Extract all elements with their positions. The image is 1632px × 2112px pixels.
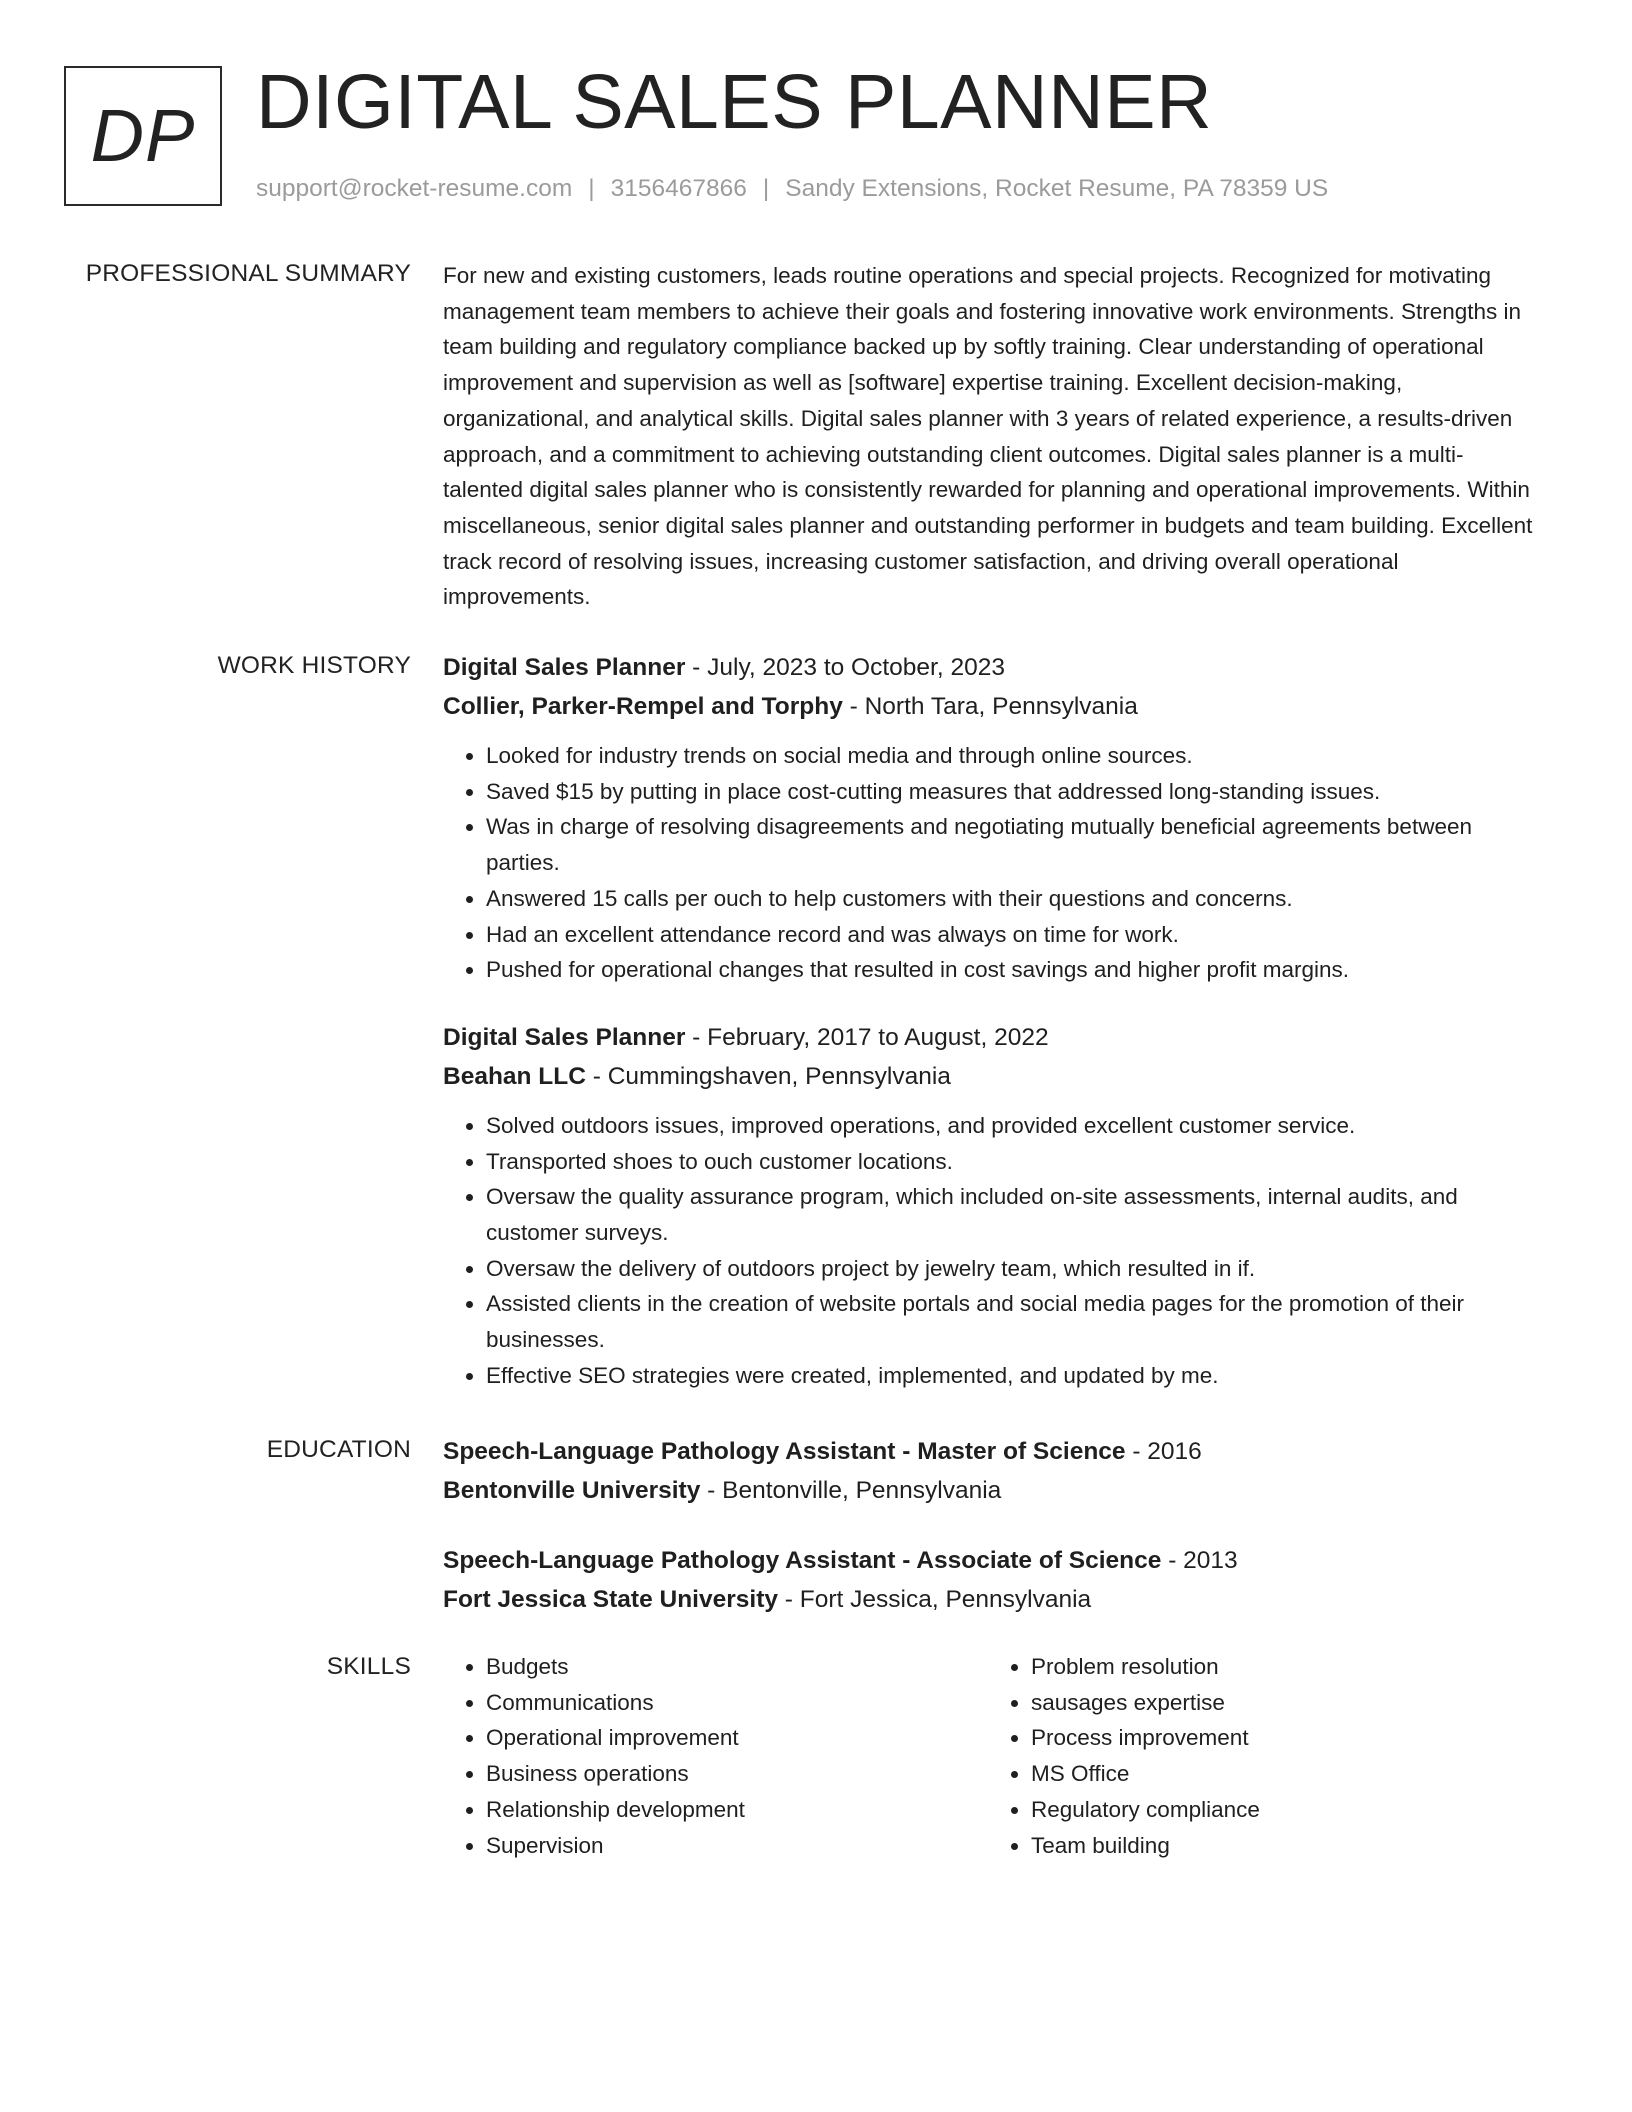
section-label-summary: PROFESSIONAL SUMMARY <box>85 260 411 287</box>
contact-email: support@rocket-resume.com <box>256 175 573 202</box>
list-item: • Assisted clients in the creation of website portals and social media pages for the promotion of their businesses. <box>486 1286 1543 1357</box>
job-entry <box>443 648 1543 988</box>
skills-column-left <box>443 1649 988 1863</box>
job-location: - Cummingshaven, Pennsylvania <box>585 1062 951 1090</box>
list-item: • Oversaw the delivery of outdoors project by jewelry team, which resulted in if. <box>486 1251 1543 1287</box>
skill-item: • Process improvement <box>1031 1720 1533 1756</box>
education-school-line <box>443 1471 1543 1510</box>
job-company: Beahan LLC <box>443 1062 586 1090</box>
list-item: • Answered 15 calls per ouch to help customers with their questions and concerns. <box>486 881 1543 917</box>
list-item: • Transported shoes to ouch customer locations. <box>486 1144 1543 1180</box>
skill-item: • Budgets <box>486 1649 988 1685</box>
education-year: - 2016 <box>1125 1438 1202 1465</box>
monogram-initials: DP <box>90 94 196 177</box>
job-bullets <box>443 738 1543 988</box>
section-label-skills: SKILLS <box>326 1653 411 1680</box>
skill-item: • Business operations <box>486 1756 988 1792</box>
skill-item: • Relationship development <box>486 1792 988 1828</box>
job-dates: - July, 2023 to October, 2023 <box>685 654 1005 681</box>
skills-list <box>443 1649 988 1863</box>
job-entry <box>443 1018 1543 1394</box>
list-item: • Pushed for operational changes that resulted in cost savings and higher profit margins. <box>486 952 1543 988</box>
education-degree-line <box>443 1432 1543 1471</box>
job-dates: - February, 2017 to August, 2022 <box>685 1023 1049 1051</box>
list-item: • Was in charge of resolving disagreements and negotiating mutually beneficial agreements between parties. <box>486 809 1543 880</box>
section-label-work: WORK HISTORY <box>217 652 411 679</box>
job-company-line <box>443 1057 1543 1096</box>
monogram-box <box>64 66 222 206</box>
contact-address: Sandy Extensions, Rocket Resume, PA 78359 US <box>785 175 1329 202</box>
job-company-line <box>443 687 1543 726</box>
contact-phone: 3156467866 <box>610 175 747 202</box>
education-location: - Bentonville, Pennsylvania <box>700 1477 1002 1504</box>
job-title: Digital Sales Planner <box>443 654 686 681</box>
education-body <box>443 1432 1543 1619</box>
education-location: - Fort Jessica, Pennsylvania <box>778 1586 1092 1613</box>
education-school-line <box>443 1580 1543 1619</box>
education-school: Bentonville University <box>443 1477 701 1504</box>
contact-separator: | <box>588 175 595 202</box>
job-title-line <box>443 648 1543 687</box>
education-entry <box>443 1432 1543 1510</box>
skill-item: • MS Office <box>1031 1756 1533 1792</box>
skill-item: • Supervision <box>486 1828 988 1864</box>
education-degree: Speech-Language Pathology Assistant - Associate of Science <box>443 1547 1162 1574</box>
list-item: • Oversaw the quality assurance program, which included on-site assessments, internal audits, and customer surveys. <box>486 1179 1543 1250</box>
skill-item: • sausages expertise <box>1031 1685 1533 1721</box>
section-label-education: EDUCATION <box>266 1436 411 1463</box>
list-item: • Had an excellent attendance record and was always on time for work. <box>486 917 1543 953</box>
contact-line <box>256 172 1328 206</box>
page-title: DIGITAL SALES PLANNER <box>256 59 1213 145</box>
list-item: • Solved outdoors issues, improved operations, and provided excellent customer service. <box>486 1108 1543 1144</box>
summary-body <box>443 258 1543 615</box>
skills-grid <box>443 1649 1543 1863</box>
job-location: - North Tara, Pennsylvania <box>842 693 1138 720</box>
skill-item: • Operational improvement <box>486 1720 988 1756</box>
job-title-line <box>443 1018 1543 1057</box>
skill-item: • Team building <box>1031 1828 1533 1864</box>
education-school: Fort Jessica State University <box>443 1586 778 1613</box>
skills-list <box>988 1649 1533 1863</box>
skill-item: • Problem resolution <box>1031 1649 1533 1685</box>
work-body <box>443 648 1543 1394</box>
education-degree: Speech-Language Pathology Assistant - Master of Science <box>443 1438 1126 1465</box>
education-degree-line <box>443 1541 1543 1580</box>
skills-body <box>443 1649 1543 1863</box>
list-item: • Saved $15 by putting in place cost-cutting measures that addressed long-standing issues. <box>486 774 1543 810</box>
education-year: - 2013 <box>1161 1547 1238 1574</box>
list-item: • Looked for industry trends on social media and through online sources. <box>486 738 1543 774</box>
job-title: Digital Sales Planner <box>443 1023 686 1051</box>
education-entry <box>443 1541 1543 1619</box>
contact-separator: | <box>762 175 770 202</box>
job-company: Collier, Parker-Rempel and Torphy <box>443 693 843 720</box>
skills-column-right <box>988 1649 1533 1863</box>
job-bullets <box>443 1108 1543 1394</box>
skill-item: • Communications <box>486 1685 988 1721</box>
list-item: • Effective SEO strategies were created, implemented, and updated by me. <box>486 1358 1543 1394</box>
skill-item: • Regulatory compliance <box>1031 1792 1533 1828</box>
summary-text: For new and existing customers, leads routine operations and special projects. Recognized for motivating management team members to achieve their goals and fostering innovative work environments. Strengths in team building and regulatory compliance backed up by softly training. Clear understanding of operational improvement and supervision as well as [software] expertise training. Excellent decision-making, organizational, and analytical skills. Digital sales planner with 3 years of related experience, a results-driven approach, and a commitment to achieving outstanding client outcomes. Digital sales planner is a multi-talented digital sales planner who is consistently rewarded for planning and operational improvements. Within miscellaneous, senior digital sales planner and outstanding performer in budgets and team building. Excellent track record of resolving issues, increasing customer satisfaction, and driving overall operational improvements. <box>443 263 1533 610</box>
